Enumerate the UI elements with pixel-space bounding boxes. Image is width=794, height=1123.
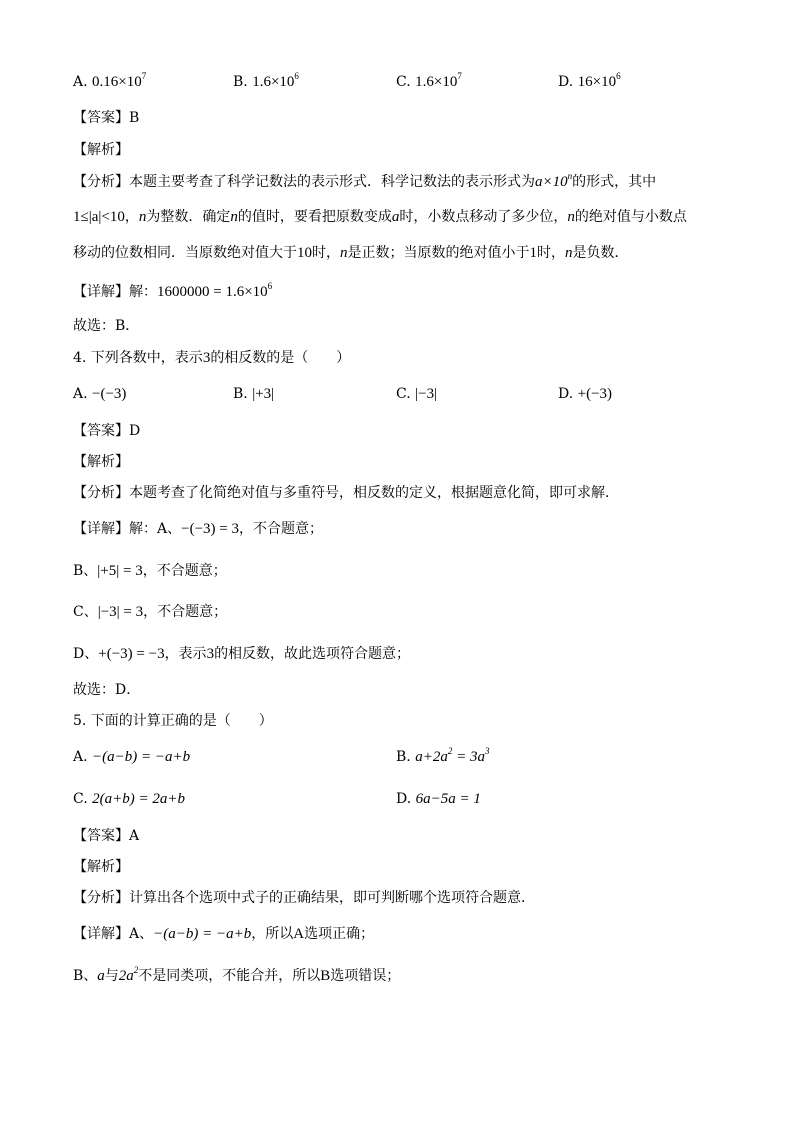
q4-choose: 故选：D． [73,682,141,698]
option-math: $16\times 10^6$ [577,71,621,90]
q4-option-c: C. |−3| [396,386,438,402]
q4-detail-c: C、|−3| = 3，不合题意； [73,604,228,620]
q4-detail-d: D、+(−3) = −3，表示3的相反数，故此选项符合题意； [73,646,411,662]
q3-option-a [73,72,146,92]
option-label: C. [396,74,411,90]
q5-detail-b: B、a与$2a^2$不是同类项，不能合并，所以B选项错误； [73,965,401,984]
q3-option-b [233,72,299,92]
q4-analysis-heading: 【解析】 [73,454,129,470]
q5-option-a: A. −(a−b) = −a+b [73,749,191,765]
q5-answer: 【答案】A [73,828,140,844]
q3-analysis-heading: 【解析】 [73,142,129,158]
option-math: $0.16\times 10^7$ [92,71,147,90]
q4-stem: 4. 下列各数中，表示3的相反数的是（ ） [73,350,351,366]
q5-analysis-heading: 【解析】 [73,859,129,875]
q3-analysis-line-1: 【分析】本题主要考查了科学记数法的表示形式．科学记数法的表示形式为$a\times 10^n$的形式，其中 [73,171,657,190]
q3-analysis-line-3: 移动的位数相同．当原数绝对值大于10时，n是正数；当原数的绝对值小于1时，n是负数． [73,245,629,261]
q3-detail: 【详解】解：$1600000 = 1.6\times 10^6$ [73,281,273,300]
q4-detail-b: B、|+5| = 3，不合题意； [73,563,227,579]
q3-option-d [558,72,621,92]
option-label: B. [233,74,248,90]
q3-choose: 故选：B． [73,318,140,334]
q5-stem: 5. 下面的计算正确的是（ ） [73,713,273,729]
q4-option-a: A. −(−3) [73,386,127,402]
q4-detail-a: 【详解】解：A、−(−3) = 3，不合题意； [73,521,323,537]
q4-answer: 【答案】D [73,423,141,439]
q5-detail-a: 【详解】A、−(a−b) = −a+b，所以A选项正确； [73,926,375,942]
option-math: $1.6\times 10^7$ [415,71,462,90]
q3-option-c [396,72,462,92]
q3-analysis-line-2: 1≤|a|<10，n为整数．确定n的值时，要看把原数变成a时，小数点移动了多少位，n的绝对值与小数点 [73,209,687,225]
q4-analysis: 【分析】本题考查了化简绝对值与多重符号，相反数的定义，根据题意化简，即可求解． [73,485,619,501]
option-label: D. [558,74,574,90]
q3-answer: 【答案】B [73,110,140,126]
q5-option-b: B. $a+2a^2 = 3a^3$ [396,746,490,765]
q4-option-b: B. |+3| [233,386,275,402]
q5-option-d: D. 6a−5a = 1 [396,791,481,807]
option-math: $1.6\times 10^6$ [252,71,299,90]
q4-option-d: D. +(−3) [558,386,613,402]
q5-option-c: C. 2(a+b) = 2a+b [73,791,185,807]
option-label: A. [73,74,88,90]
q5-analysis: 【分析】计算出各个选项中式子的正确结果，即可判断哪个选项符合题意． [73,890,535,906]
